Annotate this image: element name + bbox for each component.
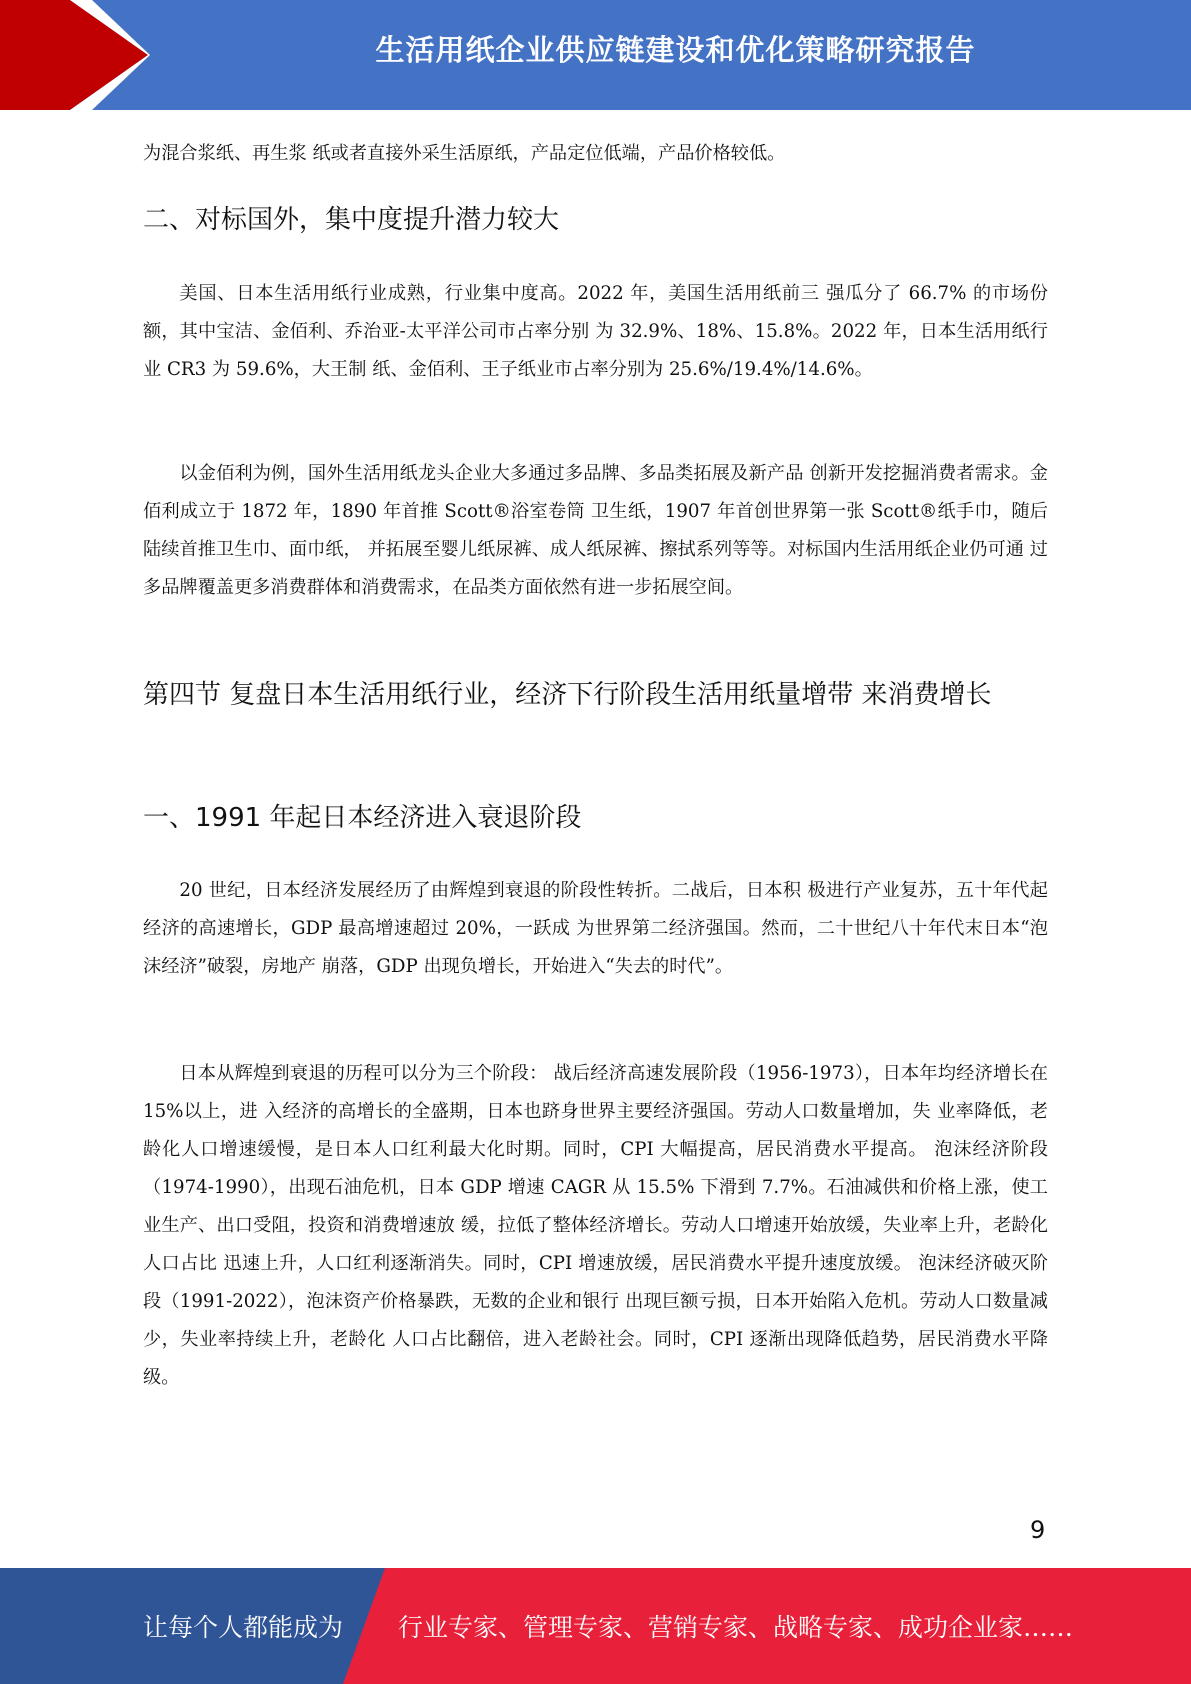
section2-heading: 二、对标国外，集中度提升潜力较大	[143, 205, 560, 235]
section1-paragraph-1: 20 世纪，日本经济发展经历了由辉煌到衰退的阶段性转折。二战后，日本积 极进行产业复苏，五十年代起经济的高速增长，GDP 最高增速超过 20%，一跃成 为世界第二经济强国。然而，二十世纪八十年代末日本“泡沫经济”破裂，房地产 崩落，GDP 出现负增长，开始进入“失去的时代”。	[143, 880, 1048, 977]
footer-slogan-left: 让每个人都能成为	[143, 1613, 344, 1642]
section2-paragraph-1: 美国、日本生活用纸行业成熟，行业集中度高。2022 年，美国生活用纸前三 强瓜分了 66.7% 的市场份额，其中宝洁、金佰利、乔治亚-太平洋公司市占率分别 为 32.9%、18%、15.8%。2022 年，日本生活用纸行业 CR3 为 59.6%，大王制 纸、金佰利、王子纸业市占率分别为 25.6%/19.4%/14.6%。	[143, 283, 1048, 380]
section2-paragraph-2-block	[143, 455, 1048, 607]
header-arrow-icon	[0, 0, 160, 110]
section1-paragraph-2: 日本从辉煌到衰退的历程可以分为三个阶段： 战后经济高速发展阶段（1956-1973），日本年均经济增长在 15%以上，进 入经济的高增长的全盛期，日本也跻身世界主要经济强国。劳动人口数量增加，失 业率降低，老龄化人口增速缓慢，是日本人口红利最大化时期。同时，CPI 大幅提高，居民消费水平提高。 泡沫经济阶段（1974-1990），出现石油危机，日本 GDP 增速 CAGR 从 15.5% 下滑到 7.7%。石油减供和价格上涨，使工业生产、出口受阻，投资和消费增速放 缓，拉低了整体经济增长。劳动人口增速开始放缓，失业率上升，老龄化人口占比 迅速上升，人口红利逐渐消失。同时，CPI 增速放缓，居民消费水平提升速度放缓。 泡沫经济破灭阶段（1991-2022），泡沫资产价格暴跌，无数的企业和银行 出现巨额亏损，日本开始陷入危机。劳动人口数量减少，失业率持续上升，老龄化 人口占比翻倍，进入老龄社会。同时，CPI 逐渐出现降低趋势，居民消费水平降级。	[143, 1063, 1048, 1388]
intro-line: 为混合浆纸、再生浆 纸或者直接外采生活原纸，产品定位低端，产品价格较低。	[143, 143, 786, 164]
section2-heading-block	[143, 201, 1048, 239]
report-title: 生活用纸企业供应链建设和优化策略研究报告	[375, 33, 976, 67]
section2-paragraph-2: 以金佰利为例，国外生活用纸龙头企业大多通过多品牌、多品类拓展及新产品 创新开发挖掘消费者需求。金佰利成立于 1872 年，1890 年首推 Scott®浴室卷筒 卫生纸，1907 年首创世界第一张 Scott®纸手巾，随后陆续首推卫生巾、面巾纸， 并拓展至婴儿纸尿裤、成人纸尿裤、擦拭系列等等。对标国内生活用纸企业仍可通 过多品牌覆盖更多消费群体和消费需求，在品类方面依然有进一步拓展空间。	[143, 463, 1048, 598]
page-number: 9	[1030, 1516, 1046, 1544]
section1-paragraph-1-block	[143, 872, 1048, 986]
footer-slogan-right: 行业专家、管理专家、营销专家、战略专家、成功企业家……	[398, 1613, 1074, 1642]
section1-heading-block	[143, 799, 1048, 837]
section1-heading: 一、1991 年起日本经济进入衰退阶段	[143, 803, 582, 833]
chapter4-heading-block	[143, 676, 1048, 714]
section2-paragraph-1-block	[143, 275, 1048, 389]
page-header	[0, 0, 1191, 110]
intro-paragraph-block	[143, 135, 1048, 173]
page-footer	[0, 1568, 1191, 1684]
section1-paragraph-2-block	[143, 1055, 1048, 1397]
chapter4-heading: 第四节 复盘日本生活用纸行业，经济下行阶段生活用纸量增带 来消费增长	[143, 680, 992, 710]
